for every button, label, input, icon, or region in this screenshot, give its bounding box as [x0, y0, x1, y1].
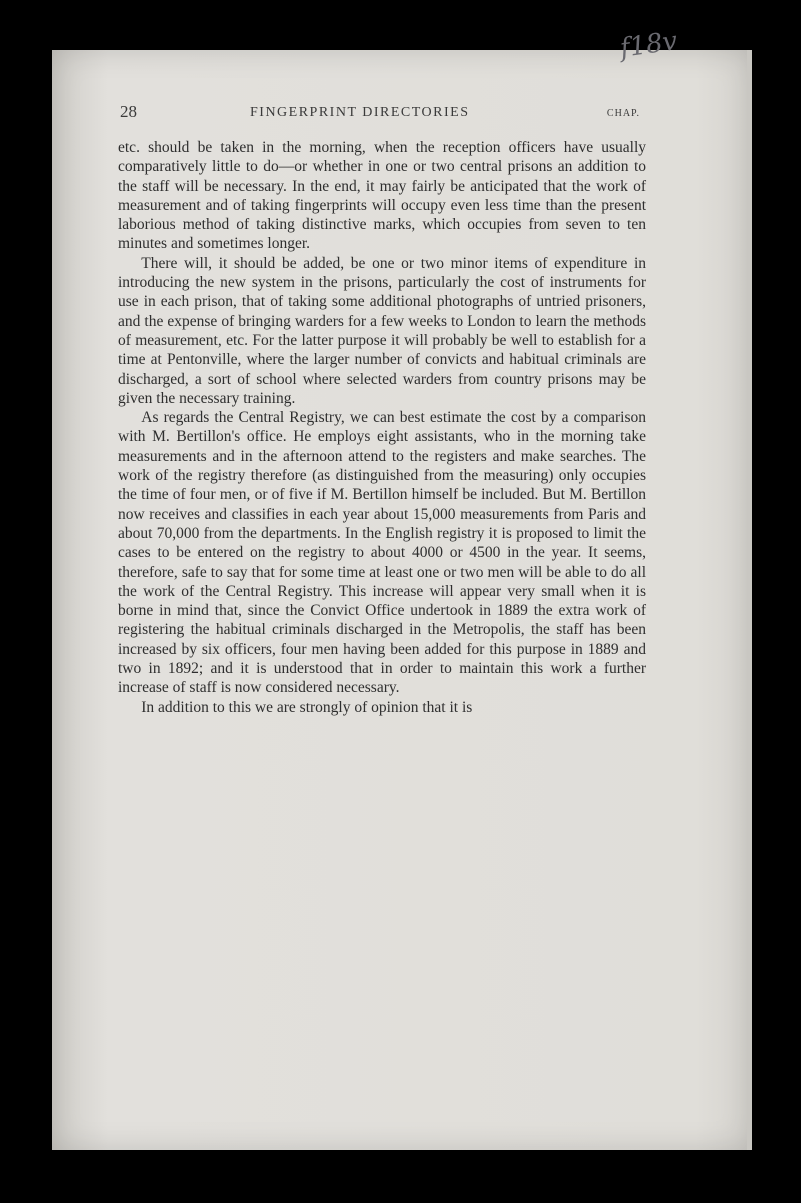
paragraph-3: As regards the Central Registry, we can best estimate the cost by a comparison with M. Bertillon's office. He employs eight assistants, who in the morning take measurements and in the afternoon attend to the registers and make searches. The work of the registry therefore (as distinguished from the measuring) only occupies the time of four men, or of five if M. Bertillon himself be included. But M. Bertillon now receives and classifies in each year about 15,000 measurements from Paris and about 70,000 from the departments. In the English registry it is proposed to limit the cases to be entered on the registry to about 4000 or 4500 in the year. It seems, therefore, safe to say that for some time at least one or two men will be able to do all the work of the Central Registry. This increase will appear very small when it is borne in mind that, since the Convict Office undertook in 1889 the extra work of registering the habitual criminals discharged in the Metropolis, the staff has been increased by six officers, four men having been added for this purpose in 1889 and two in 1892; and it is understood that in order to maintain this work a further increase of staff is now considered necessary. [118, 409, 646, 697]
page-number: 28 [120, 102, 137, 121]
paragraph-1: etc. should be taken in the morning, when the reception officers have usually comparatively little to do—or whether in one or two central prisons an addition to the staff will be necessary. In the end, it may fairly be anticipated that the work of measurement and of taking fingerprints will occupy even less time than the present laborious method of taking distinctive marks, which occupies from seven to ten minutes and sometimes longer. [118, 139, 646, 253]
page-edge [747, 50, 752, 1150]
body-text [118, 138, 646, 717]
paragraph-2: There will, it should be added, be one or two minor items of expenditure in introducing the new system in the prisons, particularly the cost of instruments for use in each prison, that of taking some additional photographs of untried prisoners, and the expense of bringing warders for a few weeks to London to learn the methods of measurement, etc. For the latter purpose it will probably be well to establish for a time at Pentonville, where the larger number of convicts and habitual criminals are discharged, a sort of school where selected warders from country prisons may be given the necessary training. [118, 254, 646, 407]
handwritten-folio-annotation: f18v [618, 26, 680, 64]
running-head-title: FINGERPRINT DIRECTORIES [250, 105, 470, 120]
running-head-chapter: CHAP. [606, 108, 640, 119]
paragraph-4: In addition to this we are strongly of opinion that it is [141, 698, 473, 716]
running-head [120, 102, 640, 126]
